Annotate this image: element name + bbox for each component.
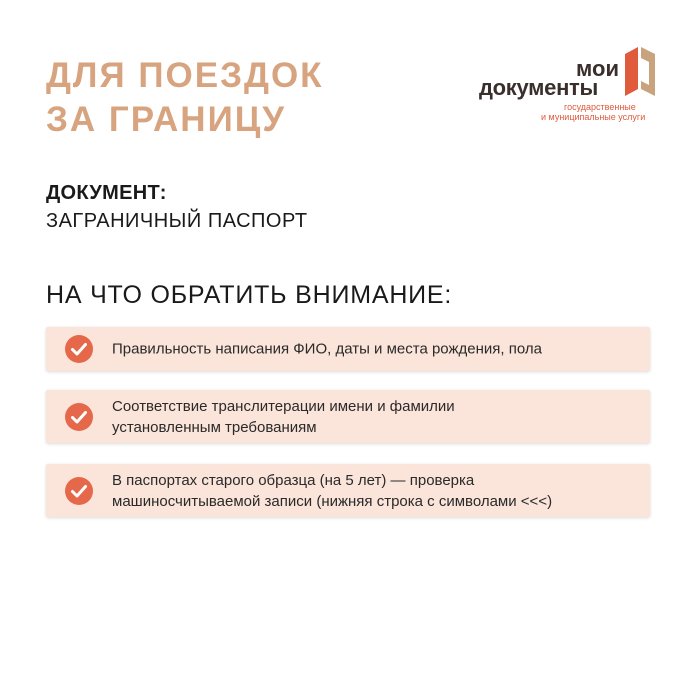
check-circle-icon [64,402,94,432]
list-item-text [112,396,640,438]
moi-dokumenty-logo-icon [621,44,659,98]
page-title [46,54,324,142]
check-circle-icon [64,334,94,364]
document-value: ЗАГРАНИЧНЫЙ ПАСПОРТ [46,210,308,232]
list-item [46,327,650,371]
list-item [46,390,650,443]
logo [479,44,669,124]
document-label: ДОКУМЕНТ: [46,182,167,204]
logo-subtitle-2: и муниципальные услуги [541,112,646,122]
check-circle-icon [64,476,94,506]
list-item-text [112,339,640,360]
logo-word-main: документы [479,75,599,100]
list-item-line: В паспортах старого образца (на 5 лет) — проверка [112,471,475,489]
page-title-line-1: ДЛЯ ПОЕЗДОК [46,56,324,95]
list-item-line: Правильность написания ФИО, даты и места рождения, пола [112,340,542,358]
attention-heading: НА ЧТО ОБРАТИТЬ ВНИМАНИЕ: [46,281,453,309]
list-item-line: установленным требованиям [112,418,317,436]
page-title-line-2: ЗА ГРАНИЦУ [46,100,287,139]
list-item-text [112,470,640,512]
list-item-line: Соответствие транслитерации имени и фамилии [112,397,455,415]
list-item [46,464,650,517]
logo-subtitle-1: государственные [564,102,636,112]
logo-word-top: мои [576,56,619,81]
list-item-line: машиносчитываемой записи (нижняя строка с символами <<<) [112,492,553,510]
